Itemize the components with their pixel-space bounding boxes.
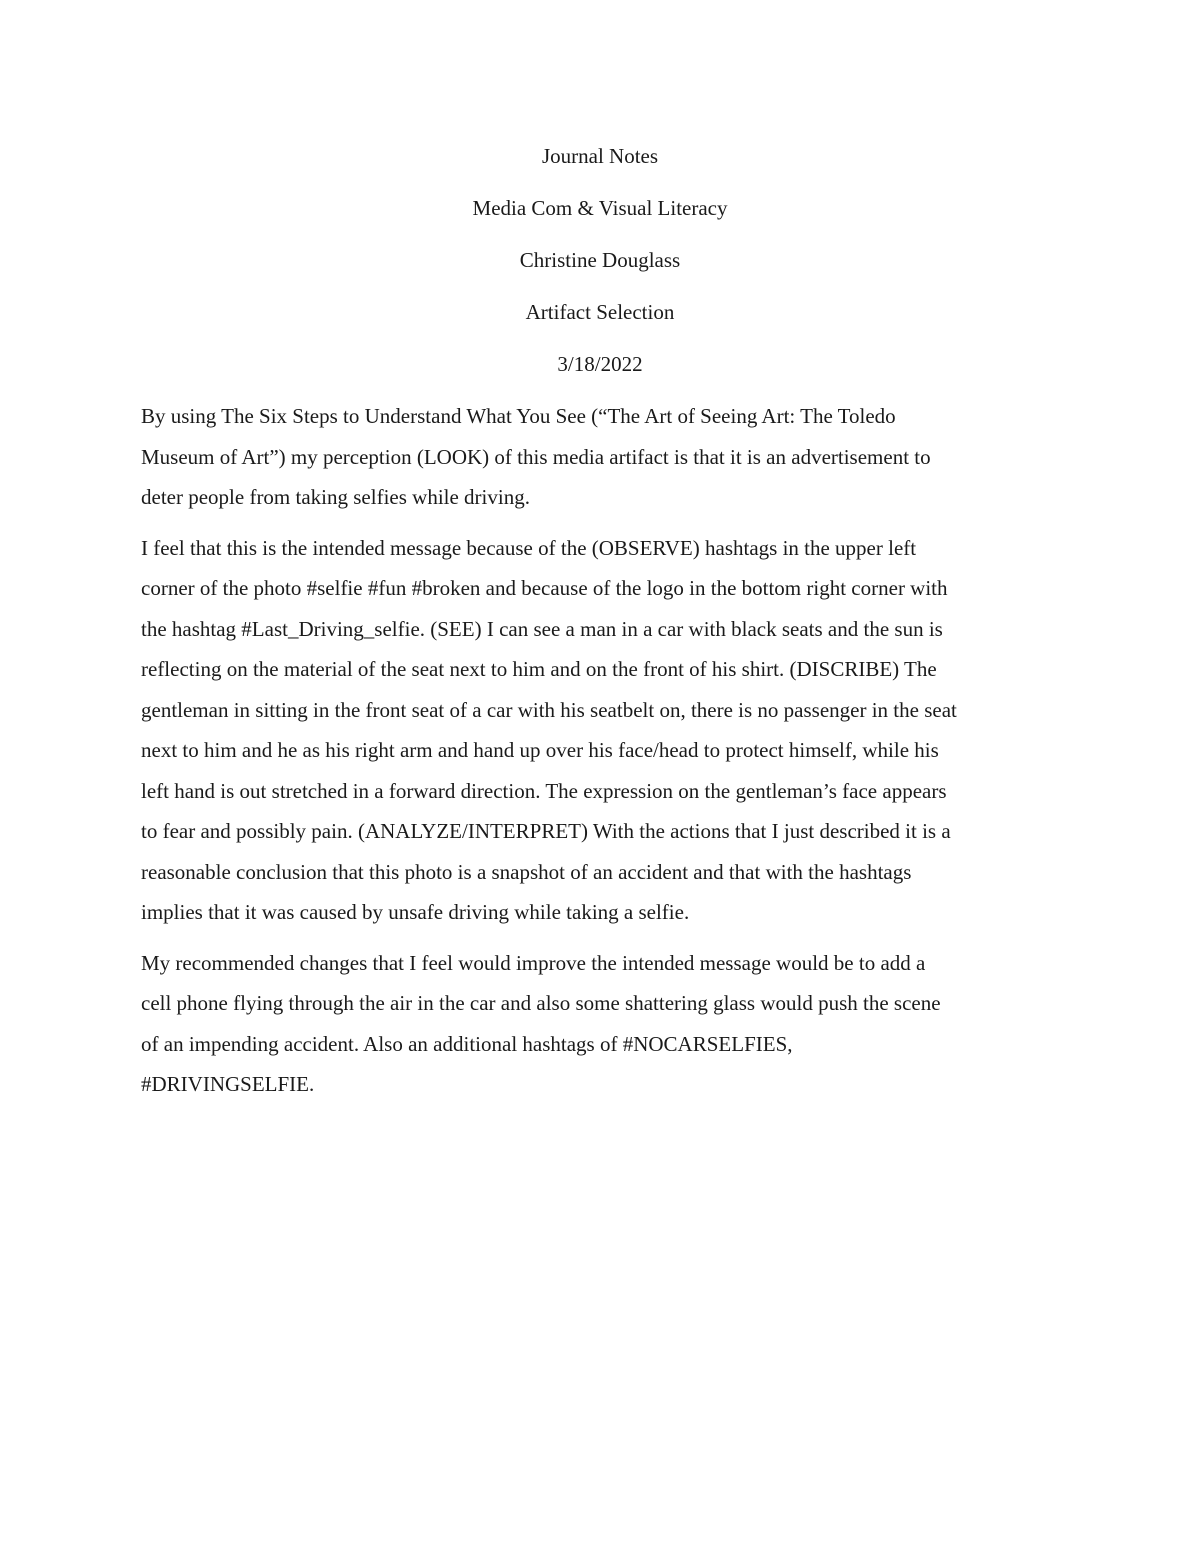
paragraph-analysis [141, 528, 1061, 933]
text-line: cell phone flying through the air in the car and also some shattering glass would push the scene [141, 991, 941, 1015]
text-line: to fear and possibly pain. (ANALYZE/INTERPRET) With the actions that I just described it is a [141, 819, 951, 843]
body-text [141, 396, 1061, 1115]
paragraph-recommendations [141, 943, 1061, 1105]
text-line: reflecting on the material of the seat next to him and on the front of his shirt. (DISCRIBE) The [141, 657, 937, 681]
text-line: implies that it was caused by unsafe driving while taking a selfie. [141, 900, 690, 924]
text-line: Museum of Art”) my perception (LOOK) of this media artifact is that it is an advertisement to [141, 444, 931, 469]
text-line: My recommended changes that I feel would improve the intended message would be to add a [141, 950, 926, 975]
text-line: left hand is out stretched in a forward direction. The expression on the gentleman’s face appears [141, 778, 947, 803]
document-date: 3/18/2022 [557, 352, 643, 376]
course-name: Media Com & Visual Literacy [472, 196, 728, 220]
text-line: #DRIVINGSELFIE. [141, 1072, 315, 1096]
text-line: By using The Six Steps to Understand What You See (“The Art of Seeing Art: The Toledo [141, 404, 896, 428]
text-line: reasonable conclusion that this photo is a snapshot of an accident and that with the hashtags [141, 859, 912, 884]
paragraph-perception [141, 396, 1061, 518]
text-line: of an impending accident. Also an additional hashtags of #NOCARSELFIES, [141, 1031, 793, 1056]
text-line: I feel that this is the intended message because of the (OBSERVE) hashtags in the upper left [141, 535, 917, 560]
assignment-name: Artifact Selection [525, 300, 675, 324]
author-name: Christine Douglass [519, 248, 681, 272]
heading-block [0, 138, 1200, 398]
document-title: Journal Notes [541, 144, 659, 168]
text-line: corner of the photo #selfie #fun #broken and because of the logo in the bottom right corner with [141, 576, 948, 600]
text-line: next to him and he as his right arm and hand up over his face/head to protect himself, while his [141, 738, 939, 762]
text-line: the hashtag #Last_Driving_selfie. (SEE) I can see a man in a car with black seats and the sun is [141, 616, 943, 641]
text-line: deter people from taking selfies while driving. [141, 485, 530, 509]
text-line: gentleman in sitting in the front seat of a car with his seatbelt on, there is no passenger in the seat [141, 697, 957, 722]
